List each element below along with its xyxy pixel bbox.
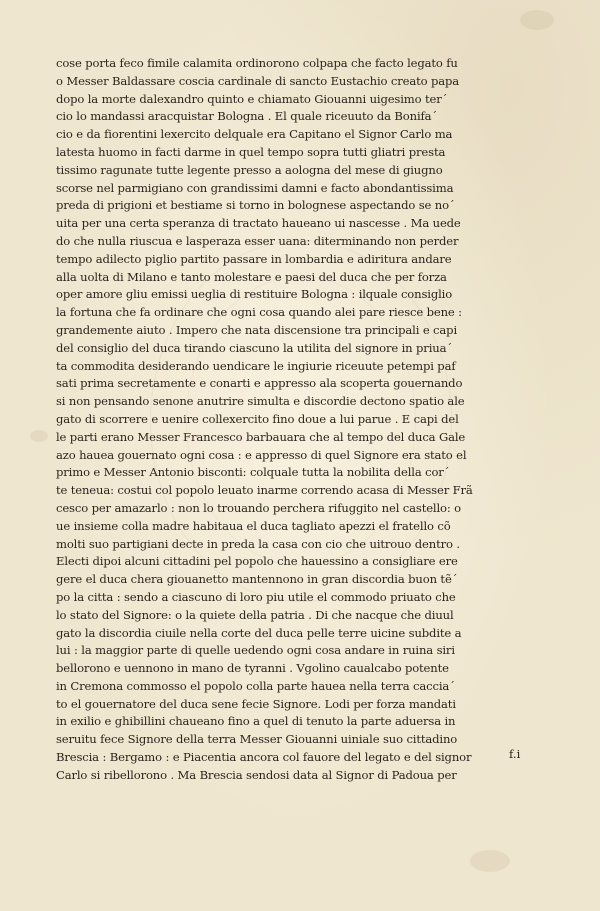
body-text [56,55,556,785]
paper-stain [520,10,554,30]
text-line: molti suo partigiani decte in preda la casa con cio che uitrouo dentro . [56,536,460,551]
text-line: del consiglio del duca tirando ciascuno la utilita del signore in priua´ [56,340,452,355]
text-line: ue insieme colla madre habitaua el duca tagliato apezzi el fratello cõ [56,518,451,533]
text-line: preda di prigioni et bestiame si torno in bolognese aspectando se no´ [56,198,455,213]
text-line: cio lo mandassi aracquistar Bologna . El quale riceuuto da Bonifa´ [56,109,438,124]
text-line: sati prima secretamente e conarti e appresso ala scoperta gouernando [56,376,463,391]
text-line: dopo la morte dalexandro quinto e chiamato Giouanni uigesimo ter´ [56,91,448,106]
text-line: oper amore gliu emissi ueglia di restituire Bologna : ilquale consiglio [56,287,453,302]
text-line: Carlo si ribellorono . Ma Brescia sendosi data al Signor di Padoua per [56,767,457,782]
text-line: la fortuna che fa ordinare che ogni cosa quando alei pare riesce bene : [56,305,462,320]
text-line: o Messer Baldassare coscia cardinale di sancto Eustachio creato papa [56,73,460,88]
text-line: alla uolta di Milano e tanto molestare e paesi del duca che per forza [56,269,447,284]
text-line: te teneua: costui col popolo leuato inarme correndo acasa di Messer Frã [56,483,473,498]
text-line: primo e Messer Antonio bisconti: colquale tutta la nobilita della cor´ [56,465,450,480]
paper-stain [470,850,510,872]
text-line: uita per una certa speranza di tractato haueano ui nascesse . Ma uede [56,216,461,231]
paper-stain [30,430,48,442]
text-line: in Cremona commosso el popolo colla parte hauea nella terra caccia´ [56,678,455,693]
text-line: lui : la maggior parte di quelle uedendo ogni cosa andare in ruina siri [56,643,455,658]
text-line: seruitu fece Signore della terra Messer Giouanni uiniale suo cittadino [56,732,458,747]
text-line: bellorono e uennono in mano de tyranni . Vgolino caualcabo potente [56,661,449,676]
signature-mark: f.i [509,747,521,761]
text-line: si non pensando senone anutrire simulta e discordie dectono spatio ale [56,394,465,409]
text-line: grandemente aiuto . Impero che nata discensione tra principali e capi [56,322,457,337]
text-line: do che nulla riuscua e lasperaza esser uana: diterminando non perder [56,233,459,248]
text-line: azo hauea gouernato ogni cosa : e appresso di quel Signore era stato el [56,447,467,462]
text-line: latesta huomo in facti darme in quel tempo sopra tutti gliatri presta [56,144,446,159]
text-line: to el gouernatore del duca sene fecie Signore. Lodi per forza mandati [56,696,456,711]
text-line: in exilio e ghibillini chaueano fino a quel di tenuto la parte aduersa in [56,714,456,729]
text-line: gere el duca chera giouanetto mantennono in gran discordia buon tẽ´ [56,572,458,587]
text-line: tempo adilecto piglio partito passare in lombardia e adiritura andare [56,251,452,266]
text-line: le parti erano Messer Francesco barbauara che al tempo del duca Gale [56,429,466,444]
text-line: Electi dipoi alcuni cittadini pel popolo che hauessino a consigliare ere [56,554,458,569]
text-line: gato la discordia ciuile nella corte del duca pelle terre uicine subdite a [56,625,462,640]
text-line: gato di scorrere e uenire collexercito fino doue a lui parue . E capi del [56,411,459,426]
text-line: cesco per amazarlo : non lo trouando perchera rifuggito nel castello: o [56,500,461,515]
text-line: lo stato del Signore: o la quiete della patria . Di che nacque che diuul [56,607,454,622]
text-line: tissimo ragunate tutte legente presso a aologna del mese di giugno [56,162,443,177]
text-line: cose porta feco fimile calamita ordinorono colpapa che facto legato fu [56,56,458,70]
text-line: scorse nel parmigiano con grandissimi damni e facto abondantissima [56,180,454,195]
text-line: Brescia : Bergamo : e Piacentia ancora col fauore del legato e del signor [56,750,472,765]
text-line: cio e da fiorentini lexercito delquale era Capitano el Signor Carlo ma [56,127,453,142]
text-line: ta commodita desiderando uendicare le ingiurie riceuute petempi paf [56,358,456,373]
text-line: po la citta : sendo a ciascuno di loro piu utile el commodo priuato che [56,589,456,604]
